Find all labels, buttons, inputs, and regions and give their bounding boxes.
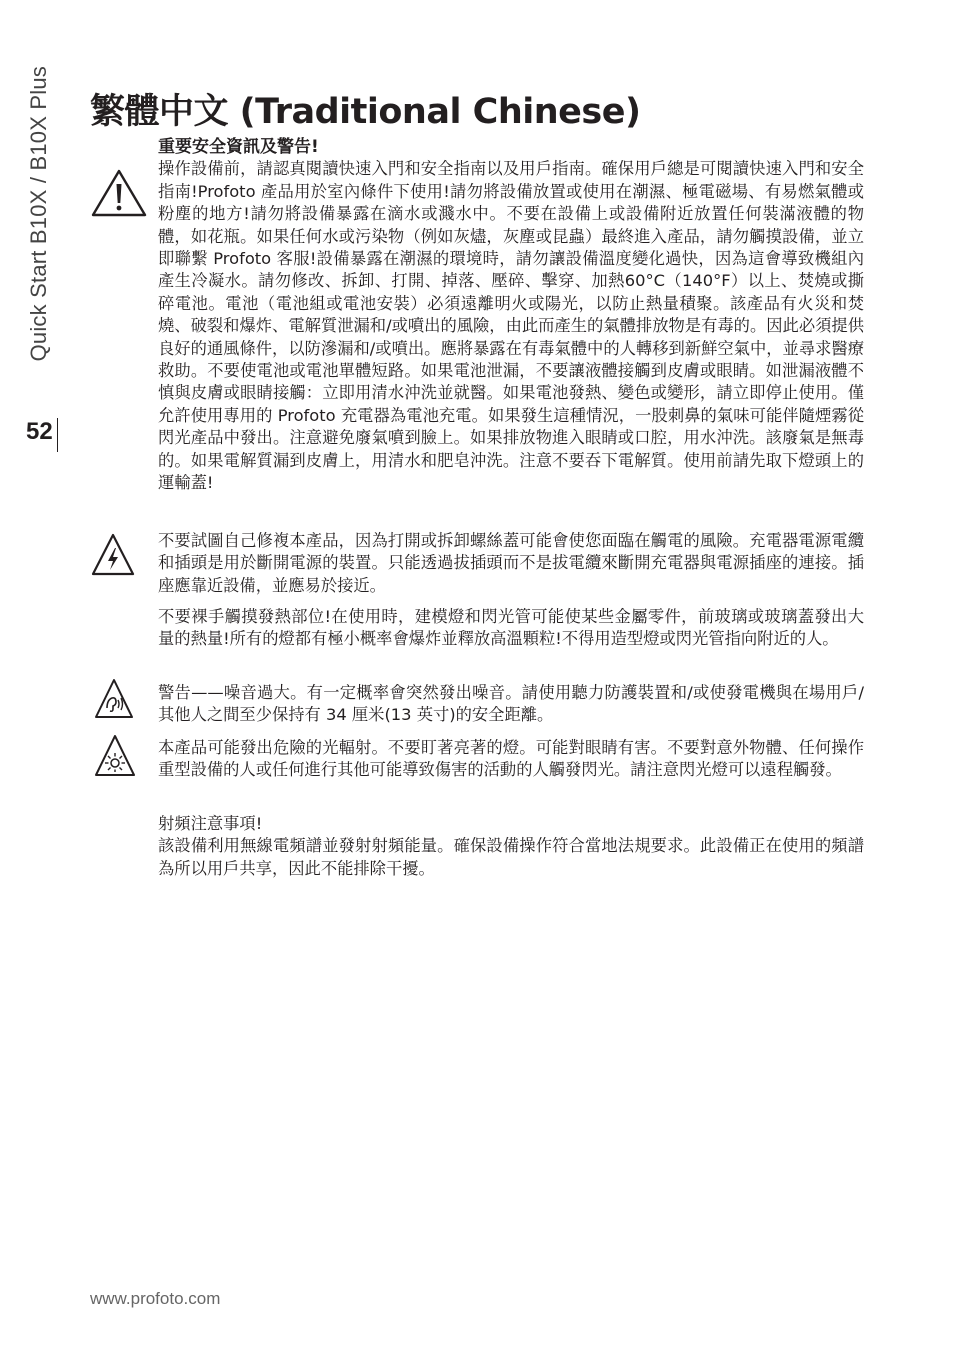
noise-body: 警告——噪音過大。有一定概率會突然發出噪音。請使用聽力防護裝置和/或使發電機與在場用戶/其他人之間至少保持有 34 厘米(13 英寸)的安全距離。 (158, 683, 864, 725)
heat-section (158, 606, 864, 651)
safety-section (158, 136, 864, 495)
noise-section (158, 682, 864, 727)
sidebar-document-title (26, 66, 66, 406)
electric-section (158, 530, 864, 597)
rf-title: 射頻注意事項! (158, 814, 263, 833)
light-radiation-icon (94, 734, 136, 778)
page-number: 52 (26, 418, 53, 445)
safety-title: 重要安全資訊及警告! (158, 137, 319, 157)
electric-body: 不要試圖自己修複本產品，因為打開或拆卸螺絲蓋可能會使您面臨在觸電的風險。充電器電源電纜和插頭是用於斷開電源的裝置。只能透過拔插頭而不是拔電纜來斷開充電器與電源插座的連接。插座應靠近設備，並應易於接近。 (158, 531, 864, 595)
rf-body: 該設備利用無線電頻譜並發射射頻能量。確保設備操作符合當地法規要求。此設備正在使用的頻譜為所以用戶共享，因此不能排除干擾。 (158, 836, 864, 878)
light-body: 本產品可能發出危險的光輻射。不要盯著亮著的燈。可能對眼睛有害。不要對意外物體、任何操作重型設備的人或任何進行其他可能導致傷害的活動的人觸發閃光。請注意閃光燈可以遠程觸發。 (158, 738, 864, 780)
warning-exclamation-icon (90, 168, 148, 218)
page-heading: 繁體中文 (Traditional Chinese) (90, 92, 641, 132)
safety-body: 操作設備前，請認真閱讀快速入門和安全指南以及用戶指南。確保用戶總是可閱讀快速入門和安全指南!Profoto 產品用於室內條件下使用!請勿將設備放置或使用在潮濕、極電磁場、有易燃氣體或粉塵的地方!請勿將設備暴露在滴水或濺水中。不要在設備上或設備附近放置任何裝滿液體的物體，如花瓶。如果任何水或污染物（例如灰燼，灰塵或昆蟲）最終進入產品，請勿觸摸設備，並立即聯繫 Profoto 客服!設備暴露在潮濕的環境時，請勿讓設備溫度變化過快，因為這會導致機組內產生冷凝水。請勿修改、拆卸、打開、掉落、壓碎、擊穿、加熱60°C（140°F）以上、焚燒或撕碎電池。電池（電池組或電池安裝）必須遠離明火或陽光，以防止熱量積聚。該產品有火災和焚燒、破裂和爆炸、電解質泄漏和/或噴出的風險，由此而產生的氣體排放物是有毒的。因此必須提供良好的通風條件，以防滲漏和/或噴出。應將暴露在有毒氣體中的人轉移到新鮮空氣中，並尋求醫療救助。不要使電池或電池單體短路。如果電池泄漏，不要讓液體接觸到皮膚或眼睛。如泄漏液體不慎與皮膚或眼睛接觸：立即用清水沖洗並就醫。如果電池發熱、變色或變形，請立即停止使用。僅允許使用專用的 Profoto 充電器為電池充電。如果發生這種情況，一股刺鼻的氣味可能伴隨煙霧從閃光產品中發出。注意避免廢氣噴到臉上。如果排放物進入眼睛或口腔，用水沖洗。該廢氣是無毒的。如果電解質漏到皮膚上，用清水和肥皂沖洗。注意不要吞下電解質。使用前請先取下燈頭上的運輸蓋! (158, 159, 864, 493)
heat-body: 不要裸手觸摸發熱部位!在使用時，建模燈和閃光管可能使某些金屬零件，前玻璃或玻璃蓋發出大量的熱量!所有的燈都有極小概率會爆炸並釋放高溫顆粒!不得用造型燈或閃光管指向附近的人。 (158, 607, 864, 649)
noise-warning-icon (94, 678, 134, 720)
light-section (158, 737, 864, 782)
page-number-divider (57, 418, 58, 452)
rf-section (158, 813, 864, 880)
electric-shock-icon (90, 532, 136, 578)
footer-url: www.profoto.com (90, 1289, 221, 1308)
sidebar-title-text: Quick Start B10X / B10X Plus (26, 66, 51, 362)
